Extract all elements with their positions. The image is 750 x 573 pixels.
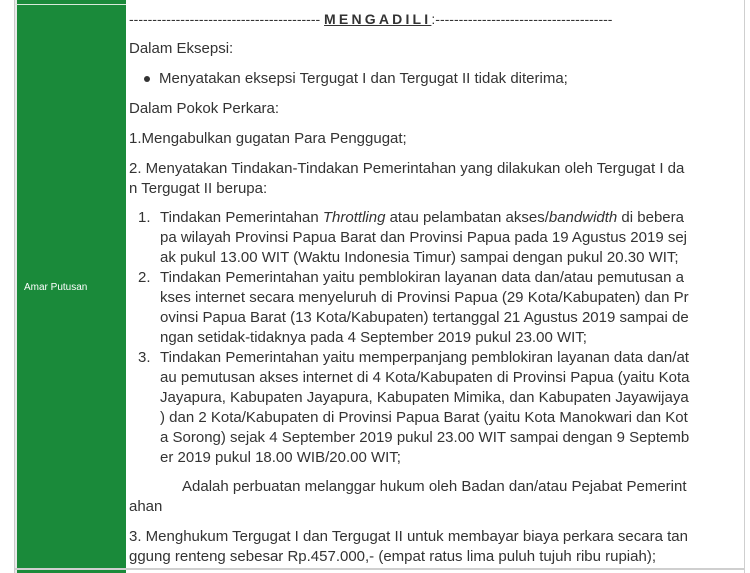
list-item-3-number: 3.: [138, 349, 151, 366]
conclusion-line-2: ahan: [129, 498, 163, 515]
content-cell: [126, 0, 742, 573]
list-item-1-text-b: atau pelambatan akses/: [385, 209, 549, 226]
point-2-line-2: n Tergugat II berupa:: [129, 180, 268, 197]
list-item-3-line-2: au pemutusan akses internet di 4 Kota/Kabupaten di Provinsi Papua (yaitu Kota: [160, 369, 690, 386]
point-2-line-1: 2. Menyatakan Tindakan-Tindakan Pemerintahan yang dilakukan oleh Tergugat I da: [129, 160, 685, 177]
list-item-3-line-1: Tindakan Pemerintahan yaitu memperpanjang pemblokiran layanan data dan/at: [160, 349, 689, 366]
right-border: [744, 0, 745, 573]
amar-putusan-label: Amar Putusan: [24, 282, 88, 293]
list-item-1-throttling: Throttling: [322, 209, 386, 226]
list-item-2-line-2: kses internet secara menyeluruh di Provinsi Papua (29 Kota/Kabupaten) dan Pr: [160, 289, 689, 306]
eksepsi-item: Menyatakan eksepsi Tergugat I dan Tergugat II tidak diterima;: [159, 70, 568, 87]
conclusion-line-1: Adalah perbuatan melanggar hukum oleh Badan dan/atau Pejabat Pemerint: [182, 478, 687, 495]
point-1: 1.Mengabulkan gugatan Para Penggugat;: [129, 130, 407, 147]
mengadili-heading: [129, 9, 612, 29]
list-item-3-line-4: ) dan 2 Kota/Kabupaten di Provinsi Papua Barat (yaitu Kota Manokwari dan Kot: [160, 409, 688, 426]
list-item-1-line-3: ak pukul 13.00 WIT (Waktu Indonesia Timur) sampai dengan pukul 20.30 WIT;: [160, 249, 679, 266]
list-item-1-line-1: [160, 208, 684, 228]
list-item-1-number: 1.: [138, 209, 151, 226]
list-item-3-line-6: er 2019 pukul 18.00 WIB/20.00 WIT;: [160, 449, 401, 466]
list-item-2-line-4: ngan setidak-tidaknya pada 4 September 2019 pukul 23.00 WIT;: [160, 329, 587, 346]
list-item-1-line-2: pa wilayah Provinsi Papua Barat dan Provinsi Papua pada 19 Agustus 2019 sej: [160, 229, 688, 246]
heading-dashes-left: -----------------------------------------: [129, 11, 325, 27]
label-cell: [15, 0, 127, 573]
point-3-line-1: 3. Menghukum Tergugat I dan Tergugat II untuk membayar biaya perkara secara tan: [129, 528, 688, 545]
list-item-1-bandwidth: bandwidth: [548, 209, 618, 226]
eksepsi-label: Dalam Eksepsi:: [129, 40, 234, 57]
list-item-2-line-3: ovinsi Papua Barat (13 Kota/Kabupaten) tertanggal 21 Agustus 2019 sampai de: [160, 309, 689, 326]
bottom-border: [15, 568, 745, 570]
list-item-3-line-5: a Sorong) sejak 4 September 2019 pukul 23.00 WIT sampai dengan 9 Septemb: [160, 429, 690, 446]
list-item-2-line-1: Tindakan Pemerintahan yaitu pemblokiran layanan data dan/atau pemutusan a: [160, 269, 684, 286]
list-item-3-line-3: Jayapura, Kabupaten Jayapura, Kabupaten Mimika, dan Kabupaten Jayawijaya: [160, 389, 689, 406]
bullet-icon: [144, 76, 150, 82]
pokok-perkara-label: Dalam Pokok Perkara:: [129, 100, 280, 117]
label-top-divider: [15, 4, 126, 5]
list-item-2-number: 2.: [138, 269, 151, 286]
list-item-1-text-c: di bebera: [617, 209, 684, 226]
point-3-line-2: ggung renteng sebesar Rp.457.000,- (empat ratus lima puluh tujuh ribu rupiah);: [129, 548, 656, 565]
list-item-1-text-a: Tindakan Pemerintahan: [160, 209, 323, 226]
heading-dashes-right: :--------------------------------------: [431, 11, 613, 27]
left-margin: [0, 0, 15, 573]
heading-title: MENGADILI: [324, 11, 432, 27]
